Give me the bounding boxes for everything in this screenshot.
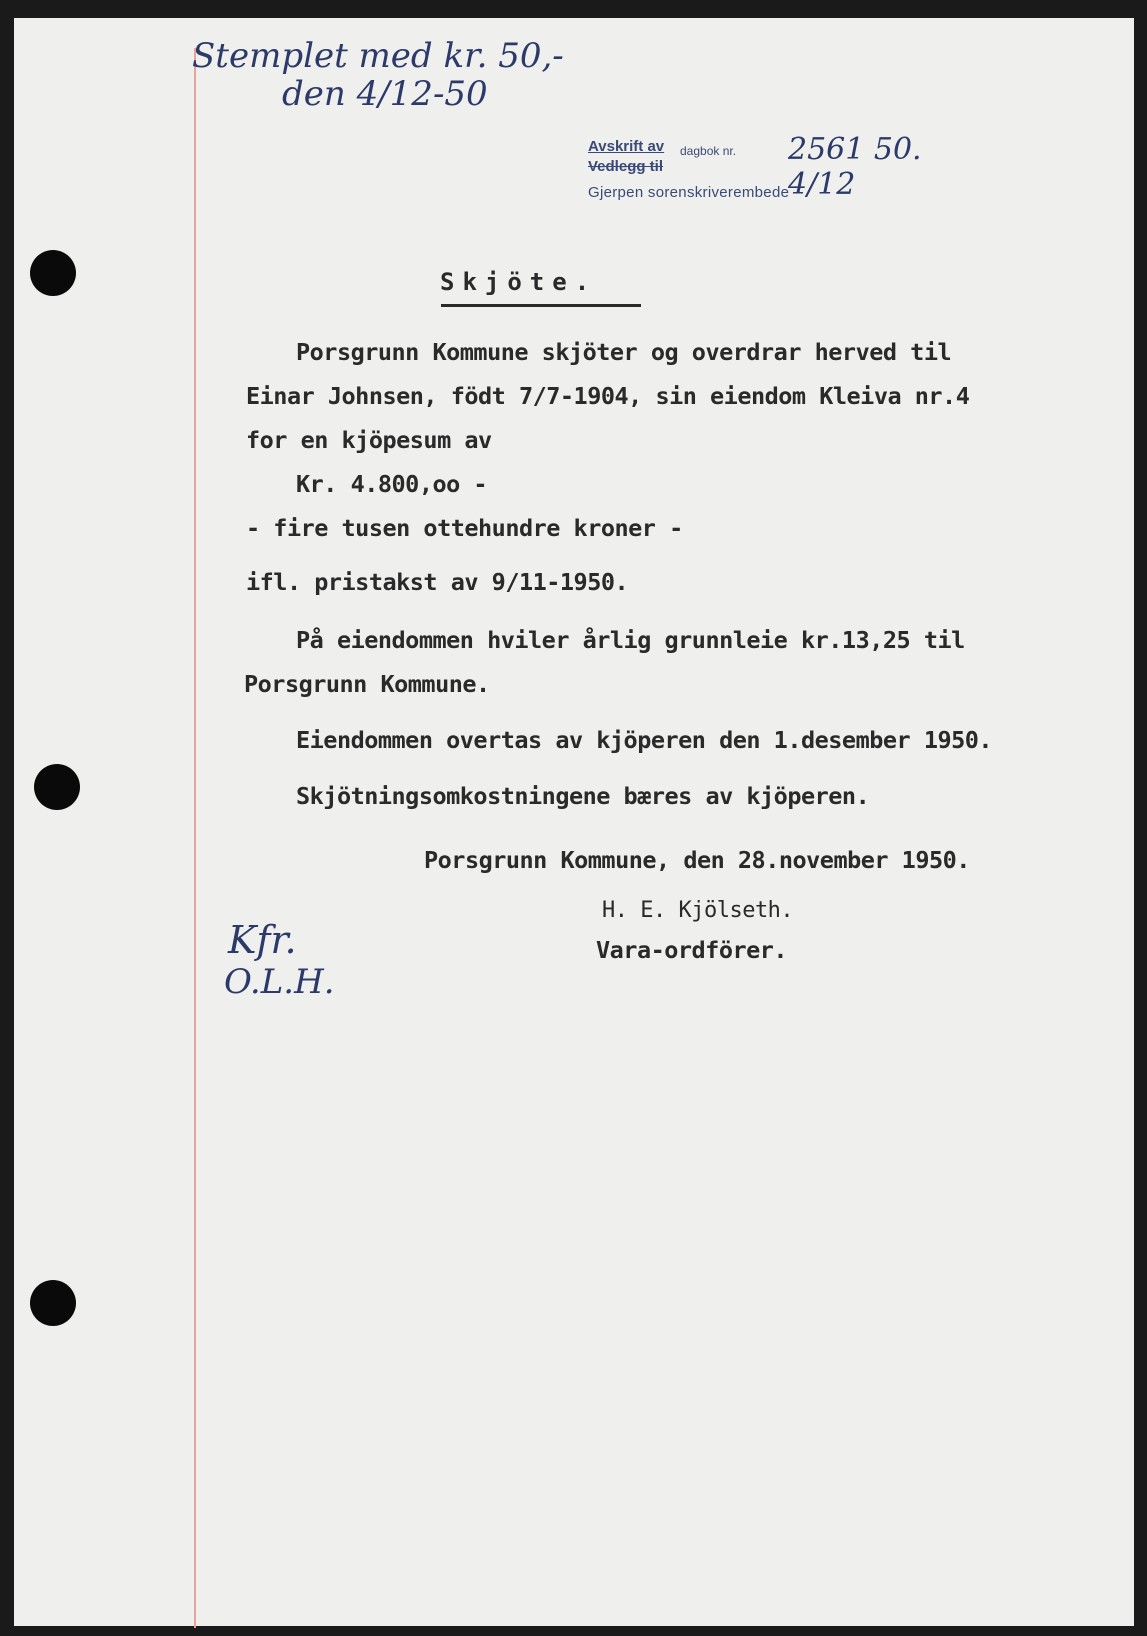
- document-title: Skjöte.: [440, 268, 598, 296]
- paragraph3: Eiendommen overtas av kjöperen den 1.desember 1950.: [296, 726, 993, 754]
- stamp-line-transcript: Avskrift av: [588, 138, 665, 155]
- amount-figures: Kr. 4.800,oo -: [296, 470, 488, 498]
- stamp-line-office: Gjerpen sorenskriverembede: [588, 184, 790, 201]
- paragraph1-line2: Einar Johnsen, födt 7/7-1904, sin eiendom Kleiva nr.4: [246, 382, 970, 410]
- punch-hole-bottom: [30, 1280, 76, 1326]
- appraisal-reference: ifl. pristakst av 9/11-1950.: [246, 568, 629, 596]
- registry-stamp: [588, 132, 988, 216]
- paragraph2-line1: På eiendommen hviler årlig grunnleie kr.13,25 til: [296, 626, 965, 654]
- stamp-line-attachment: Vedlegg til: [588, 158, 664, 175]
- paragraph2-line2: Porsgrunn Kommune.: [244, 670, 490, 698]
- handwritten-stamp-note-line2: den 4/12-50: [282, 74, 488, 114]
- document-page: [14, 18, 1134, 1626]
- title-underline: [441, 304, 641, 307]
- paragraph4: Skjötningsomkostningene bæres av kjöperen.: [296, 782, 870, 810]
- handwritten-initials-line2: O.L.H.: [224, 962, 335, 1002]
- paragraph1-line1: Porsgrunn Kommune skjöter og overdrar herved til: [296, 338, 952, 366]
- handwritten-initials-line1: Kfr.: [228, 918, 297, 962]
- margin-rule: [194, 48, 196, 1628]
- punch-hole-top: [30, 250, 76, 296]
- punch-hole-middle: [34, 764, 80, 810]
- handwritten-stamp-note-line1: Stemplet med kr. 50,-: [192, 36, 564, 76]
- stamp-journal-number: 2561 50. 4/12: [788, 132, 922, 202]
- signatory-title: Vara-ordförer.: [596, 936, 788, 964]
- signatory-name: H. E. Kjölseth.: [602, 898, 794, 923]
- paragraph1-line3: for en kjöpesum av: [246, 426, 492, 454]
- stamp-line-journal: dagbok nr.: [680, 144, 737, 158]
- amount-words: - fire tusen ottehundre kroner -: [246, 514, 683, 542]
- place-and-date: Porsgrunn Kommune, den 28.november 1950.: [424, 846, 970, 874]
